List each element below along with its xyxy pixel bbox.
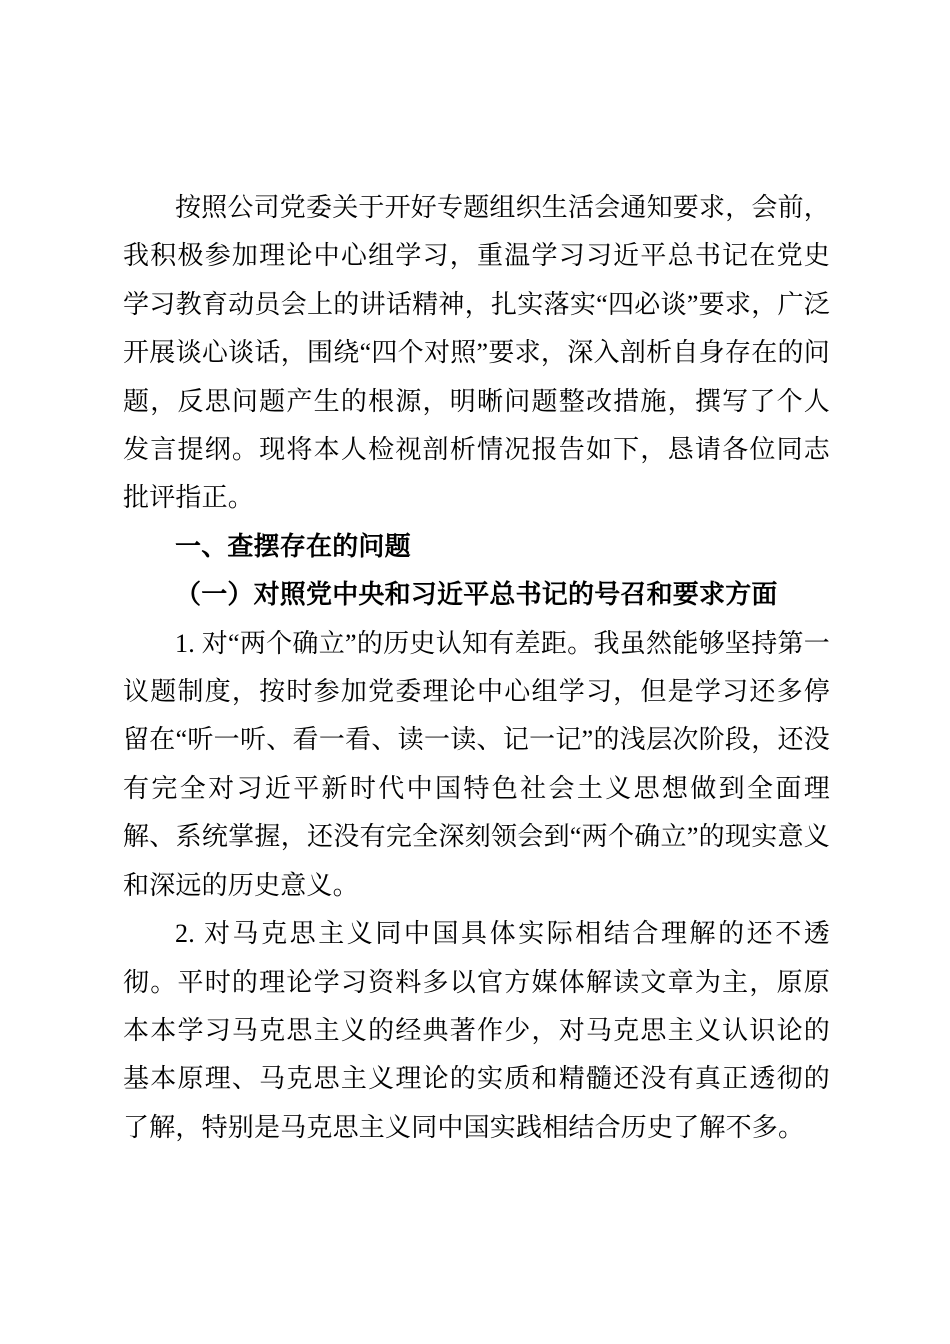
paragraph-problem-1: 1. 对“两个确立”的历史认知有差距。我虽然能够坚持第一议题制度，按时参加党委理论中心组学习，但是学习还多停留在“听一听、看一看、读一读、记一记”的浅层次阶段，还没有完全对习近平新时代中国特色社会土义思想做到全面理解、系统掌握，还没有完全深刻领会到“两个确立”的现实意义和深远的历史意义。 [123,628,830,900]
document-content [123,184,830,1152]
paragraph-problem-2: 2. 对马克思主义同中国具体实际相结合理解的还不透彻。平时的理论学习资料多以官方媒体解读文章为主，原原本本学习马克思主义的经典著作少，对马克思主义认识论的基本原理、马克思主义理论的实质和精髓还没有真正透彻的了解，特别是马克思主义同中国实践相结合历史了解不多。 [123,919,830,1142]
heading-section-1: 一、查摆存在的问题 [175,531,411,561]
heading-subsection-1-1: （一）对照党中央和习近平总书记的号召和要求方面 [175,580,778,610]
paragraph-intro: 按照公司党委关于开好专题组织生活会通知要求，会前，我积极参加理论中心组学习，重温学习习近平总书记在党史学习教育动员会上的讲话精神，扎实落实“四必谈”要求，广泛开展谈心谈话，围绕“四个对照”要求，深入剖析自身存在的问题，反思问题产生的根源，明晰问题整改措施，撰写了个人发言提纲。现将本人检视剖析情况报告如下，恳请各位同志批评指正。 [123,193,831,513]
